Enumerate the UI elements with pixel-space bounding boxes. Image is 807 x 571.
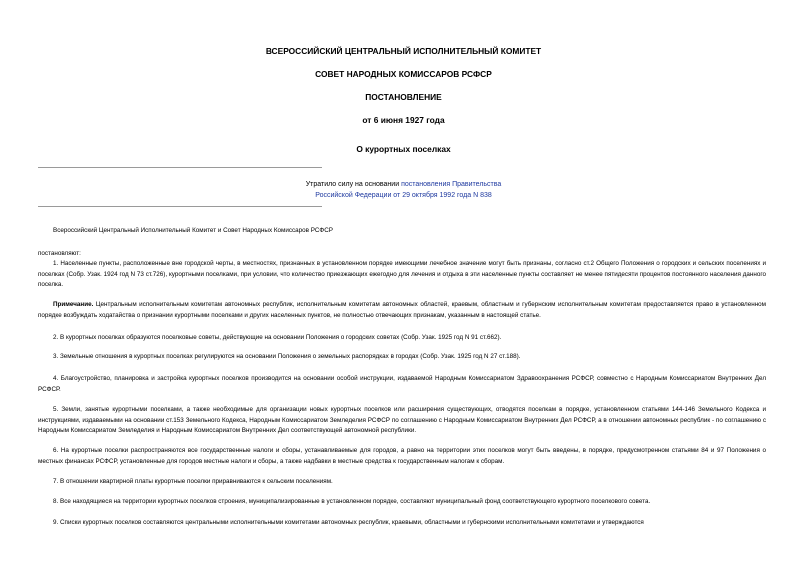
repeal-link-part1[interactable]: постановления Правительства bbox=[401, 181, 502, 188]
repeal-note bbox=[0, 179, 807, 190]
repeal-note-line2 bbox=[0, 190, 807, 201]
document-type: ПОСТАНОВЛЕНИЕ bbox=[365, 92, 442, 102]
paragraph-3: 3. Земельные отношения в курортных поселках регулируются на основании Положения о земельных распорядках в городах (Собр. Узак. 1925 год N 27 ст.188). bbox=[53, 353, 521, 360]
divider-top bbox=[38, 167, 322, 168]
issuer-vtsik: ВСЕРОССИЙСКИЙ ЦЕНТРАЛЬНЫЙ ИСПОЛНИТЕЛЬНЫЙ КОМИТЕТ bbox=[265, 46, 542, 56]
paragraph-7: 7. В отношении квартирной платы курортные поселки приравниваются к сельским поселениям. bbox=[53, 478, 333, 485]
document-title: О курортных поселках bbox=[356, 144, 451, 154]
document-date: от 6 июня 1927 года bbox=[362, 115, 445, 125]
intro-paragraph: Всероссийский Центральный Исполнительный Комитет и Совет Народных Комиссаров РСФСР bbox=[53, 227, 333, 234]
note-label: Примечание. bbox=[53, 301, 94, 308]
paragraph-2: 2. В курортных поселках образуются поселковые советы, действующие на основании Положения о городских советах (Собр. Узак. 1925 год N 91 ст.662). bbox=[53, 334, 502, 341]
repeal-link-part2[interactable]: Российской Федерации от 29 октября 1992 года N 838 bbox=[315, 192, 492, 199]
paragraph-5: 5. Земли, занятые курортными поселками, а также необходимые для организации новых курортных поселков или расширения существующих, отводятся поселкам в порядке, установленном статьями 144-146 Земельного Кодекса и инструкциями, издаваемыми на основании ст.153 Земельного Кодекса, Народным Комиссариатом Земледелия РСФСР по соглашению с Народным Комиссариатом Внутренних Дел РСФСР, а в отношении автономных республик - по соглашению с Народным Комиссариатом Земледелия и Народным Комиссариатом Внутренних Дел соответствующей автономной республики. bbox=[38, 406, 766, 435]
paragraph-1: 1. Населенные пункты, расположенные вне городской черты, в местностях, признанных в установленном порядке имеющими лечебное значение могут быть признаны, согласно ст.2 Общего Положения о городских и сельских поселениях и поселках (Собр. Узак. 1924 год N 73 ст.726), курортными поселками, при условии, что количество приезжающих ежегодно для лечения и отдыха в эти населенные пункты составляет не менее пятидесяти процентов постоянного населения данного поселка. bbox=[38, 260, 766, 289]
issuer-sovnarkom: СОВЕТ НАРОДНЫХ КОМИССАРОВ РСФСР bbox=[315, 69, 492, 79]
paragraph-6: 6. На курортные поселки распространяются все государственные налоги и сборы, устанавливаемые для городов, а равно на территории этих поселков могут быть введены, в порядке, предусмотренном статьями 84 и 97 Положения о местных финансах РСФСР, установленные для городов местные налоги и сборы, а также надбавки в местные средства к государственным налогам к сборам. bbox=[38, 447, 766, 465]
resolved-line: постановляют: bbox=[38, 250, 81, 257]
divider-bottom bbox=[38, 206, 322, 207]
paragraph-9: 9. Списки курортных поселков составляются центральными исполнительными комитетами автономных республик, краевыми, областными и губернскими исполнительными комитетами и утверждаются bbox=[53, 519, 644, 526]
note-text: Центральным исполнительным комитетам автономных республик, исполнительным комитетам автономных областей, краевым, областным и губернским исполнительным комитетам предоставляется право в установленном порядке возбуждать ходатайства о признании курортными поселками и других населенных пунктов, не полностью отвечающих признакам, указанным в настоящей статье. bbox=[38, 301, 766, 319]
paragraph-8: 8. Все находящиеся на территории курортных поселков строения, муниципализированные в установленном порядке, составляют муниципальный фонд соответствующего курортного поселкового совета. bbox=[53, 498, 651, 505]
paragraph-4: 4. Благоустройство, планировка и застройка курортных поселков производится на основании особой инструкции, издаваемой Народным Комиссариатом Здравоохранения РСФСР, совместно с Народным Комиссариатом Внутренних Дел РСФСР. bbox=[38, 375, 766, 393]
repeal-prefix: Утратило силу на основании bbox=[305, 181, 402, 188]
paragraph-note bbox=[38, 300, 766, 321]
